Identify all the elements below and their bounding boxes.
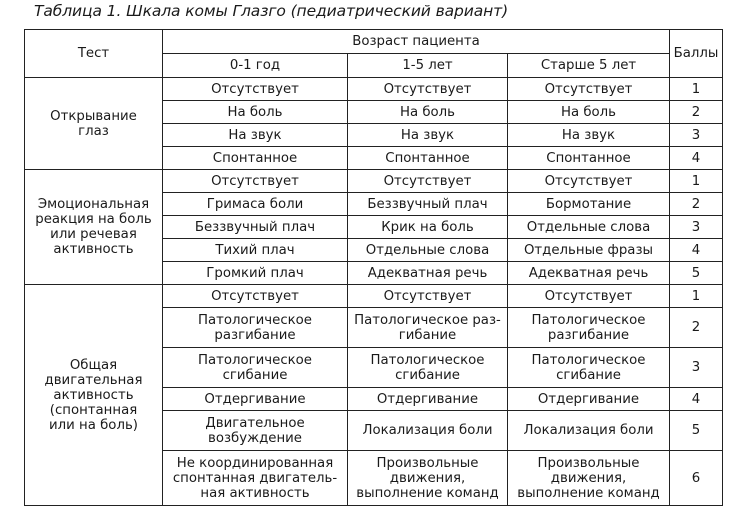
group-name-eye-opening: Открывание глаз bbox=[25, 78, 163, 170]
cell-age-1-5: Крик на боль bbox=[348, 216, 508, 239]
header-row-top bbox=[25, 30, 723, 54]
cell-age-0-1: Отсутствует bbox=[163, 78, 348, 101]
cell-age-5-plus: Спонтанное bbox=[508, 147, 670, 170]
cell-age-1-5: Патологическое сгибание bbox=[348, 348, 508, 388]
cell-age-5-plus: Локализация боли bbox=[508, 411, 670, 451]
cell-age-5-plus: На боль bbox=[508, 101, 670, 124]
cell-score: 3 bbox=[670, 348, 723, 388]
cell-age-0-1: Отсутствует bbox=[163, 170, 348, 193]
cell-age-0-1: Громкий плач bbox=[163, 262, 348, 285]
cell-age-5-plus: Отдельные слова bbox=[508, 216, 670, 239]
header-age-0-1: 0-1 год bbox=[163, 54, 348, 78]
cell-age-1-5: На звук bbox=[348, 124, 508, 147]
cell-age-1-5: Локализация боли bbox=[348, 411, 508, 451]
header-age-5-plus: Старше 5 лет bbox=[508, 54, 670, 78]
cell-age-1-5: Отсутствует bbox=[348, 285, 508, 308]
cell-age-1-5: Отдельные слова bbox=[348, 239, 508, 262]
cell-score: 3 bbox=[670, 216, 723, 239]
header-age-1-5: 1-5 лет bbox=[348, 54, 508, 78]
cell-age-1-5: Отдергивание bbox=[348, 388, 508, 411]
header-test: Тест bbox=[25, 30, 163, 78]
cell-score: 6 bbox=[670, 451, 723, 506]
cell-score: 4 bbox=[670, 239, 723, 262]
cell-age-5-plus: Патологическое разгибание bbox=[508, 308, 670, 348]
group-name-motor-response: Общая двигательная активность (спонтанная или на боль) bbox=[25, 285, 163, 506]
group-name-verbal-response: Эмоциональная реакция на боль или речевая активность bbox=[25, 170, 163, 285]
cell-age-0-1: Спонтанное bbox=[163, 147, 348, 170]
cell-score: 4 bbox=[670, 147, 723, 170]
cell-score: 2 bbox=[670, 308, 723, 348]
cell-score: 2 bbox=[670, 193, 723, 216]
cell-score: 5 bbox=[670, 411, 723, 451]
cell-score: 1 bbox=[670, 78, 723, 101]
table-caption: Таблица 1. Шкала комы Глазго (педиатрический вариант) bbox=[34, 2, 509, 20]
cell-age-0-1: На боль bbox=[163, 101, 348, 124]
cell-age-0-1: Тихий плач bbox=[163, 239, 348, 262]
cell-age-5-plus: Отдельные фразы bbox=[508, 239, 670, 262]
cell-age-1-5: Отсутствует bbox=[348, 170, 508, 193]
cell-score: 3 bbox=[670, 124, 723, 147]
cell-score: 4 bbox=[670, 388, 723, 411]
table-row bbox=[25, 285, 723, 308]
cell-age-1-5: Патологическое раз- гибание bbox=[348, 308, 508, 348]
cell-age-1-5: На боль bbox=[348, 101, 508, 124]
cell-age-1-5: Отсутствует bbox=[348, 78, 508, 101]
glasgow-coma-scale-table bbox=[24, 29, 723, 506]
cell-age-0-1: Гримаса боли bbox=[163, 193, 348, 216]
cell-age-0-1: Беззвучный плач bbox=[163, 216, 348, 239]
table-row bbox=[25, 78, 723, 101]
cell-age-1-5: Адекватная речь bbox=[348, 262, 508, 285]
cell-score: 2 bbox=[670, 101, 723, 124]
cell-age-5-plus: Патологическое сгибание bbox=[508, 348, 670, 388]
cell-age-1-5: Спонтанное bbox=[348, 147, 508, 170]
cell-age-1-5: Беззвучный плач bbox=[348, 193, 508, 216]
cell-age-1-5: Произвольные движения, выполнение команд bbox=[348, 451, 508, 506]
cell-age-5-plus: На звук bbox=[508, 124, 670, 147]
cell-age-0-1: Отдергивание bbox=[163, 388, 348, 411]
header-points: Баллы bbox=[670, 30, 723, 78]
cell-age-0-1: На звук bbox=[163, 124, 348, 147]
cell-age-5-plus: Адекватная речь bbox=[508, 262, 670, 285]
cell-age-0-1: Двигательное возбуждение bbox=[163, 411, 348, 451]
cell-age-5-plus: Произвольные движения, выполнение команд bbox=[508, 451, 670, 506]
table-row bbox=[25, 170, 723, 193]
header-age: Возраст пациента bbox=[163, 30, 670, 54]
cell-age-5-plus: Отсутствует bbox=[508, 78, 670, 101]
cell-age-0-1: Отсутствует bbox=[163, 285, 348, 308]
cell-age-0-1: Не координированная спонтанная двигатель- ная активность bbox=[163, 451, 348, 506]
cell-age-5-plus: Бормотание bbox=[508, 193, 670, 216]
cell-age-0-1: Патологическое сгибание bbox=[163, 348, 348, 388]
cell-age-5-plus: Отсутствует bbox=[508, 285, 670, 308]
cell-score: 1 bbox=[670, 170, 723, 193]
cell-score: 1 bbox=[670, 285, 723, 308]
cell-score: 5 bbox=[670, 262, 723, 285]
cell-age-5-plus: Отдергивание bbox=[508, 388, 670, 411]
cell-age-0-1: Патологическое разгибание bbox=[163, 308, 348, 348]
cell-age-5-plus: Отсутствует bbox=[508, 170, 670, 193]
